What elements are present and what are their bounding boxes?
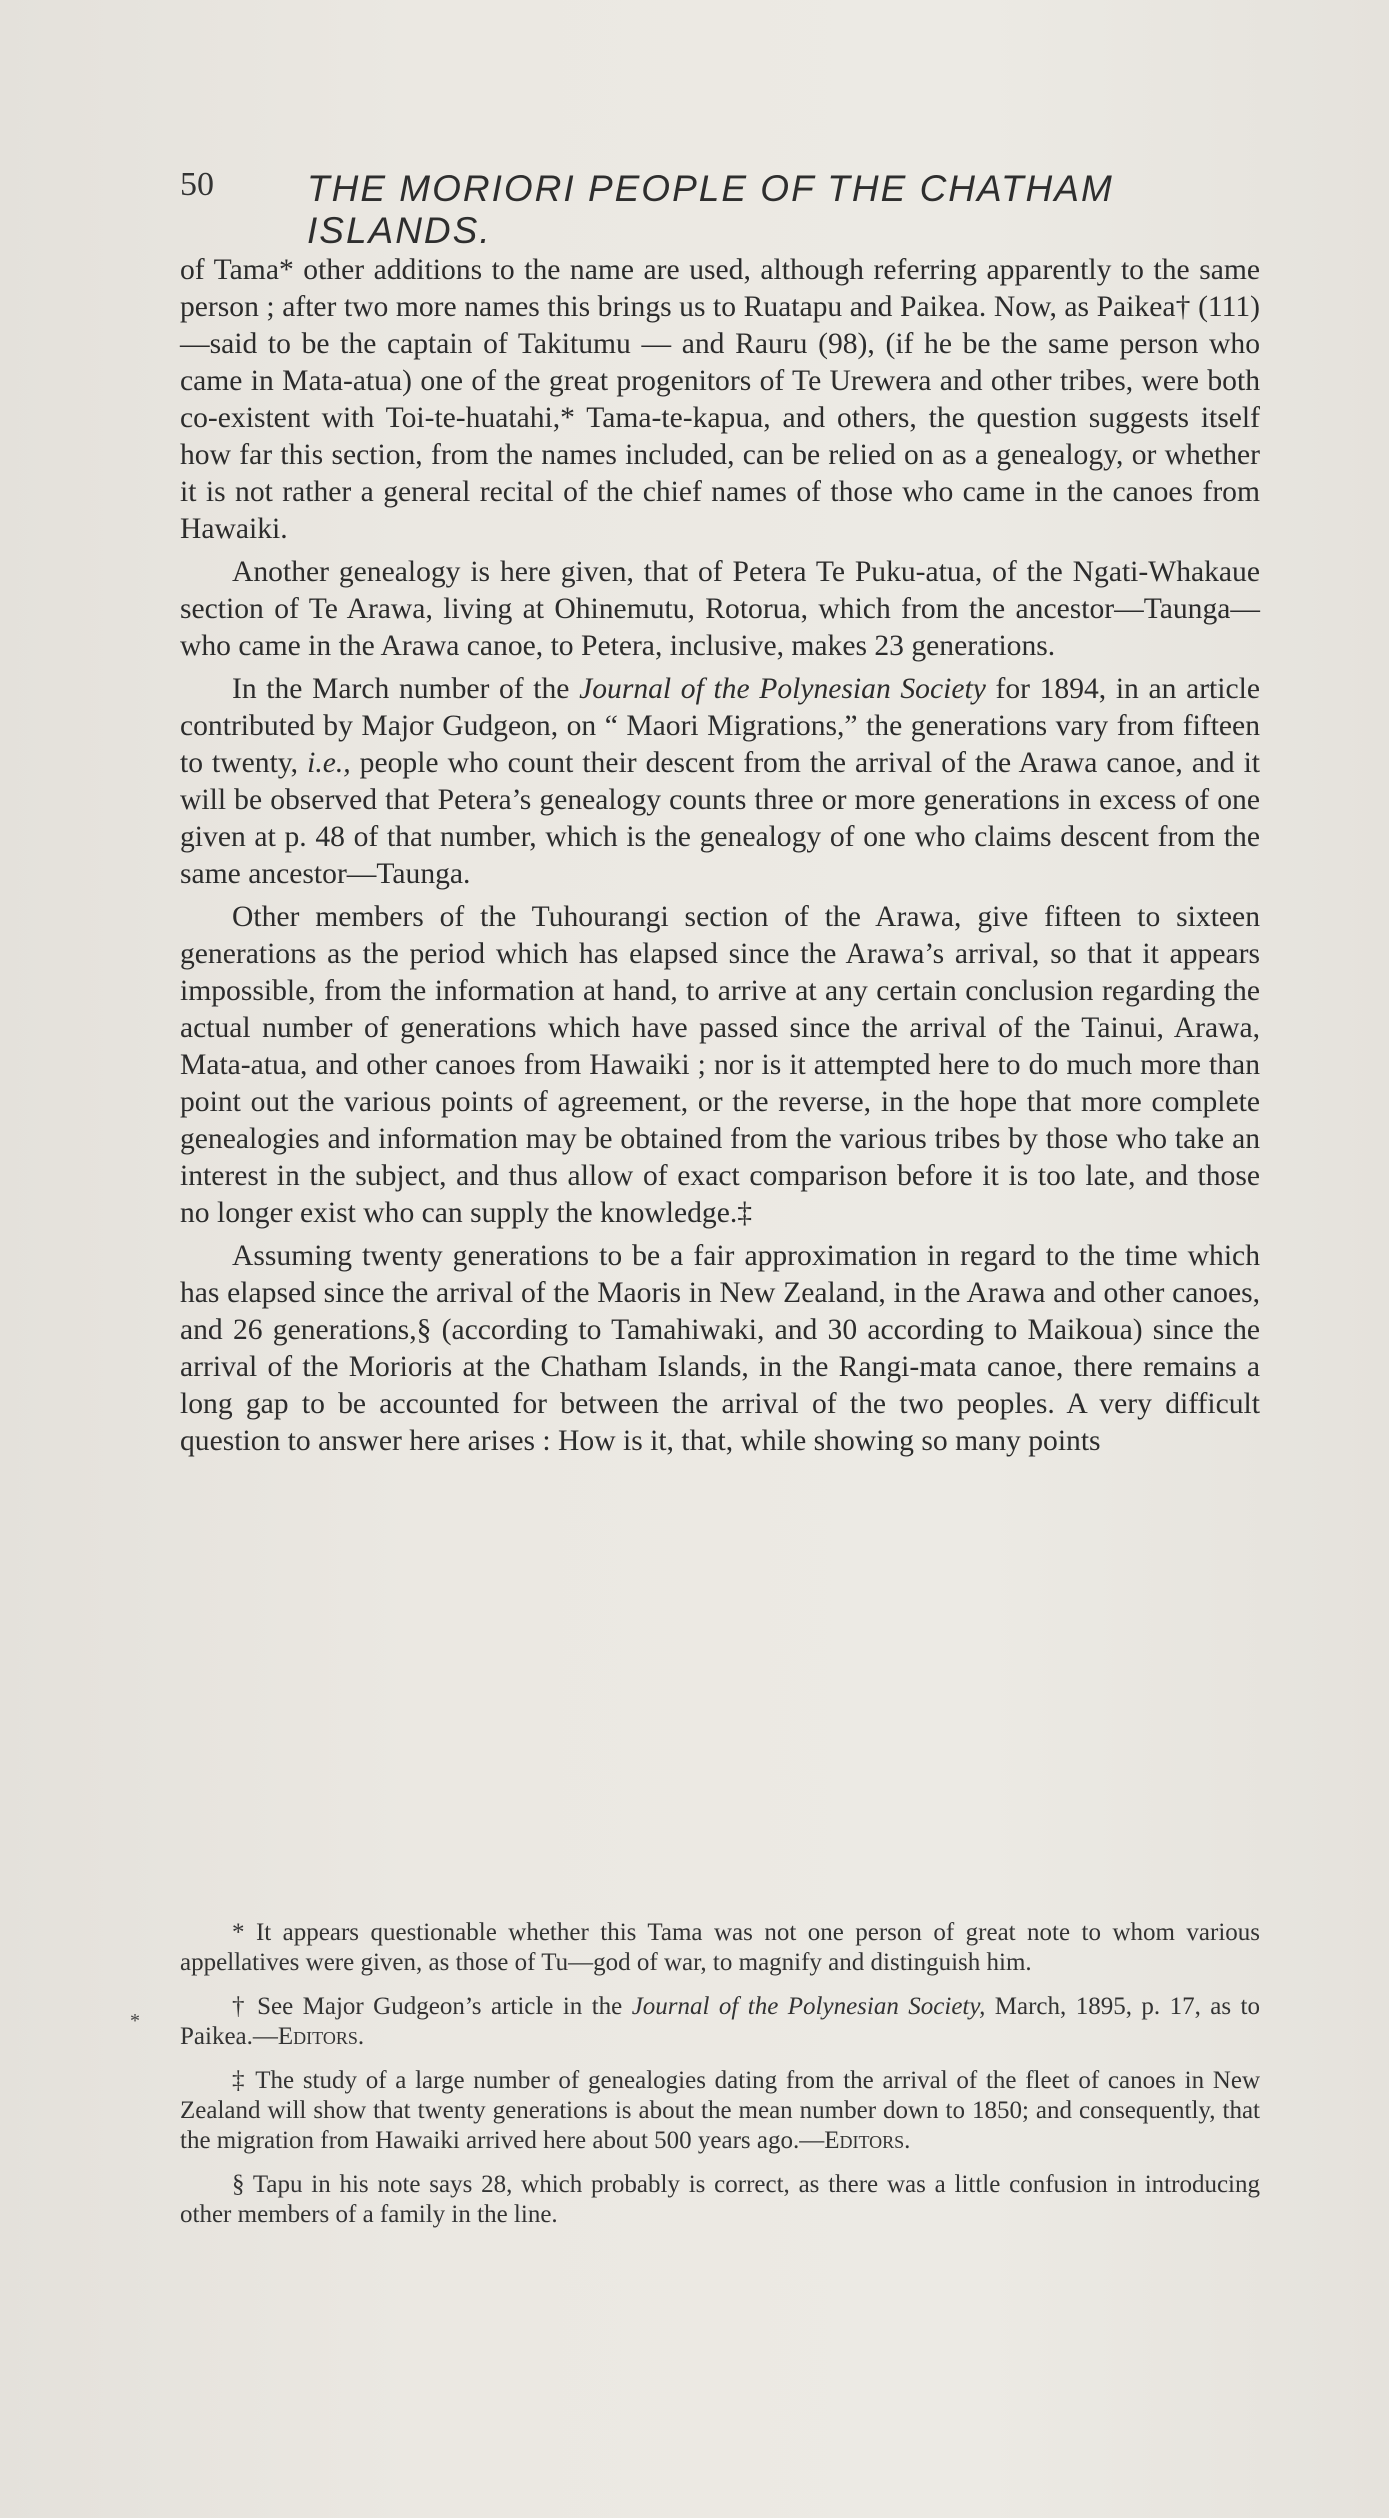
- paragraph-2: Another genealogy is here given, that of Petera Te Puku-atua, of the Ngati-Whakaue section of Te Arawa, living at Ohinemutu, Rotorua, which from the ancestor—Taunga—who came in the Arawa canoe, to Petera, inclusive, makes 23 generations.: [180, 556, 1260, 662]
- paragraph-5: Assuming twenty generations to be a fair approximation in regard to the time which has elapsed since the arrival of the Maoris in New Zealand, in the Arawa and other canoes, and 26 generations,§ (according to Tamahiwaki, and 30 according to Maikoua) since the arrival of the Morioris at the Chatham Islands, in the Rangi-mata canoe, there remains a long gap to be accounted for between the arrival of the two peoples. A very difficult question to answer here arises : How is it, that, while showing so many points: [180, 1240, 1260, 1457]
- footnote-2: [180, 1992, 1260, 2052]
- footnote-4: § Tapu in his note says 28, which probably is correct, as there was a little confusion in introducing other members of a family in the line.: [180, 2171, 1260, 2228]
- journal-title: Journal of the Polynesian Society: [579, 673, 986, 705]
- page-number: 50: [180, 166, 214, 203]
- footnote-3-editors: Editors.: [824, 2127, 911, 2154]
- footnote-2-text-a: † See Major Gudgeon’s article in the: [232, 1993, 632, 2020]
- page-header: [180, 160, 1260, 251]
- paragraph-3: [180, 671, 1260, 893]
- footnote-1: * It appears questionable whether this Tama was not one person of great note to whom various appellatives were given, as those of Tu—god of war, to magnify and distinguish him.: [180, 1919, 1260, 1976]
- footnotes: [180, 1918, 1260, 2244]
- paragraph-1: of Tama* other additions to the name are used, although referring apparently to the same person ; after two more names this brings us to Ruatapu and Paikea. Now, as Paikea† (111)—said to be the captain of Takitumu — and Rauru (98), (if he be the same person who came in Mata-atua) one of the great progenitors of Te Urewera and other tribes, were both co-existent with Toi-te-huatahi,* Tama-te-kapua, and others, the question suggests itself how far this section, from the names included, can be relied on as a genealogy, or whether it is not rather a general recital of the chief names of those who came in the canoes from Hawaiki.: [180, 254, 1260, 545]
- paragraph-3-text-c: people who count their descent from the arrival of the Arawa canoe, and it will be observed that Petera’s genealogy counts three or more generations in excess of one given at p. 48 of that number, which is the genealogy of one who claims descent from the same ancestor—Taunga.: [180, 747, 1261, 890]
- paragraph-3-text-a: In the March number of the: [232, 673, 580, 705]
- footnote-3: [180, 2066, 1260, 2156]
- footnote-2-text-b: March, 1895, p. 17, as to Paikea.—: [180, 1993, 1260, 2050]
- margin-mark: *: [130, 2010, 140, 2032]
- running-title: THE MORIORI PEOPLE OF THE CHATHAM ISLANDS.: [307, 168, 1114, 251]
- paragraph-3-text-b: for 1894, in an article contributed by Major Gudgeon, on “ Maori Migrations,” the generations vary from fifteen to twenty,: [180, 673, 1260, 779]
- paragraph-4: Other members of the Tuhourangi section of the Arawa, give fifteen to sixteen generations as the period which has elapsed since the Arawa’s arrival, so that it appears impossible, from the information at hand, to arrive at any certain conclusion regarding the actual number of generations which have passed since the arrival of the Tainui, Arawa, Mata-atua, and other canoes from Hawaiki ; nor is it attempted here to do much more than point out the various points of agreement, or the reverse, in the hope that more complete genealogies and information may be obtained from the various tribes by those who take an interest in the subject, and thus allow of exact comparison before it is too late, and those no longer exist who can supply the knowledge.‡: [180, 901, 1260, 1229]
- footnote-3-text-a: ‡ The study of a large number of genealogies dating from the arrival of the fleet of canoes in New Zealand will show that twenty generations is about the mean number down to 1850; and consequently, that the migration from Hawaiki arrived here about 500 years ago.—: [180, 2067, 1260, 2154]
- body-text: [180, 252, 1260, 1460]
- ie-abbreviation: i.e.,: [307, 747, 351, 779]
- footnote-2-journal: Journal of the Polynesian Society,: [631, 1993, 986, 2020]
- footnote-2-editors: Editors.: [277, 2023, 365, 2050]
